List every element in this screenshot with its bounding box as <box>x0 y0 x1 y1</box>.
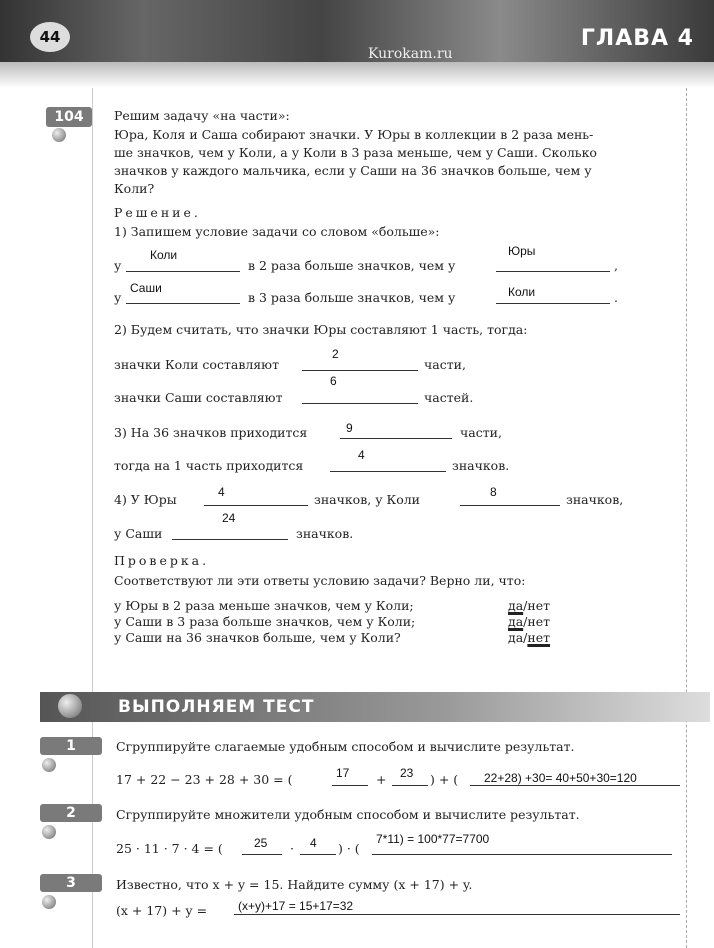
text: . <box>614 290 618 305</box>
answer-field[interactable]: Коли <box>150 248 178 262</box>
text: частей. <box>424 390 474 405</box>
text: части, <box>460 425 502 440</box>
page-number: 44 <box>30 22 70 52</box>
test-item-number: 1 <box>40 737 102 755</box>
text: · <box>290 841 294 856</box>
text: в 3 раза больше значков, чем у <box>248 290 456 305</box>
check-statement: у Саши в 3 раза больше значков, чем у Коли; <box>114 614 416 629</box>
text: у <box>114 290 122 305</box>
text: 3) На 36 значков приходится <box>114 425 308 440</box>
text: тогда на 1 часть приходится <box>114 458 304 473</box>
text-line: Коли? <box>114 181 155 196</box>
header-band <box>0 62 714 88</box>
task-title: Решим задачу «на части»: <box>114 108 290 123</box>
no-option[interactable]: нет <box>527 630 551 645</box>
test-item-number: 2 <box>40 804 102 822</box>
solution-label: Решение. <box>114 205 201 220</box>
answer-field[interactable]: 17 <box>336 766 350 780</box>
text: 4) У Юры <box>114 492 177 507</box>
no-option[interactable]: нет <box>527 614 551 629</box>
text: + <box>376 772 387 787</box>
text-line: Юра, Коля и Саша собирают значки. У Юры в коллекции в 2 раза мень- <box>114 127 594 142</box>
expression: (x + 17) + y = <box>116 903 208 918</box>
test-question: Сгруппируйте множители удобным способом и вычислите результат. <box>116 807 580 822</box>
text: ) · ( <box>338 841 360 856</box>
ball-icon <box>42 825 56 839</box>
answer-field[interactable]: 7*11) = 100*77=7700 <box>376 832 490 846</box>
text: значков. <box>452 458 510 473</box>
yes-option[interactable]: да <box>508 630 524 645</box>
ball-icon <box>58 694 82 718</box>
text: значки Саши составляют <box>114 390 283 405</box>
answer-field[interactable]: 2 <box>332 347 339 361</box>
text-line: ше значков, чем у Коли, а у Коли в 3 раза меньше, чем у Саши. Сколько <box>114 145 597 160</box>
test-item-number: 3 <box>40 874 102 892</box>
yes-no-choice[interactable]: да/нет <box>508 630 551 645</box>
answer-field[interactable]: Саши <box>130 281 162 295</box>
expression: 17 + 22 − 23 + 28 + 30 = ( <box>116 772 293 787</box>
text: значки Коли составляют <box>114 357 279 372</box>
expression: 25 · 11 · 7 · 4 = ( <box>116 841 223 856</box>
check-statement: у Саши на 36 значков больше, чем у Коли? <box>114 630 401 645</box>
yes-no-choice[interactable]: да/нет <box>508 598 551 613</box>
answer-field[interactable]: 6 <box>330 374 337 388</box>
answer-field[interactable]: (x+y)+17 = 15+17=32 <box>238 899 354 913</box>
answer-field[interactable]: 22+28) +30= 40+50+30=120 <box>484 771 637 785</box>
test-question: Сгруппируйте слагаемые удобным способом и вычислите результат. <box>116 739 575 754</box>
yes-option[interactable]: да <box>508 598 524 613</box>
check-label: Проверка. <box>114 553 210 568</box>
text: в 2 раза больше значков, чем у <box>248 258 456 273</box>
answer-field[interactable]: 4 <box>218 485 225 499</box>
answer-field[interactable]: 4 <box>310 836 317 850</box>
answer-field[interactable]: Коли <box>508 285 536 299</box>
chapter-title: ГЛАВА 4 <box>580 26 694 51</box>
no-option[interactable]: нет <box>527 598 551 613</box>
margin-line <box>686 88 688 948</box>
text: значков. <box>296 526 354 541</box>
text-line: значков у каждого мальчика, если у Саши на 36 значков больше, чем у <box>114 163 592 178</box>
yes-option[interactable]: да <box>508 614 524 629</box>
check-statement: у Юры в 2 раза меньше значков, чем у Коли; <box>114 598 414 613</box>
ball-icon <box>52 128 66 142</box>
check-question: Соответствуют ли эти ответы условию задачи? Верно ли, что: <box>114 573 526 588</box>
task-text <box>114 126 597 198</box>
test-section-title: ВЫПОЛНЯЕМ ТЕСТ <box>118 697 315 717</box>
site-watermark: Kurokam.ru <box>368 46 453 62</box>
ball-icon <box>42 758 56 772</box>
test-question: Известно, что x + y = 15. Найдите сумму (x + 17) + y. <box>116 877 473 892</box>
step2-text: 2) Будем считать, что значки Юры составляют 1 часть, тогда: <box>114 322 528 337</box>
answer-field[interactable]: 25 <box>254 836 268 850</box>
text: части, <box>424 357 466 372</box>
text: , <box>614 258 618 273</box>
ball-icon <box>42 895 56 909</box>
text: у <box>114 258 122 273</box>
text: у Саши <box>114 526 163 541</box>
answer-field[interactable]: 24 <box>222 511 236 525</box>
answer-field[interactable]: 23 <box>400 766 414 780</box>
text: значков, <box>566 492 624 507</box>
answer-field[interactable]: 8 <box>490 485 497 499</box>
yes-no-choice[interactable]: да/нет <box>508 614 551 629</box>
step1-text: 1) Запишем условие задачи со словом «больше»: <box>114 224 440 239</box>
text: ) + ( <box>430 772 459 787</box>
answer-field[interactable]: 4 <box>358 448 365 462</box>
text: значков, у Коли <box>314 492 420 507</box>
answer-field[interactable]: Юры <box>508 244 536 258</box>
task-number: 104 <box>46 107 92 127</box>
answer-field[interactable]: 9 <box>346 421 353 435</box>
